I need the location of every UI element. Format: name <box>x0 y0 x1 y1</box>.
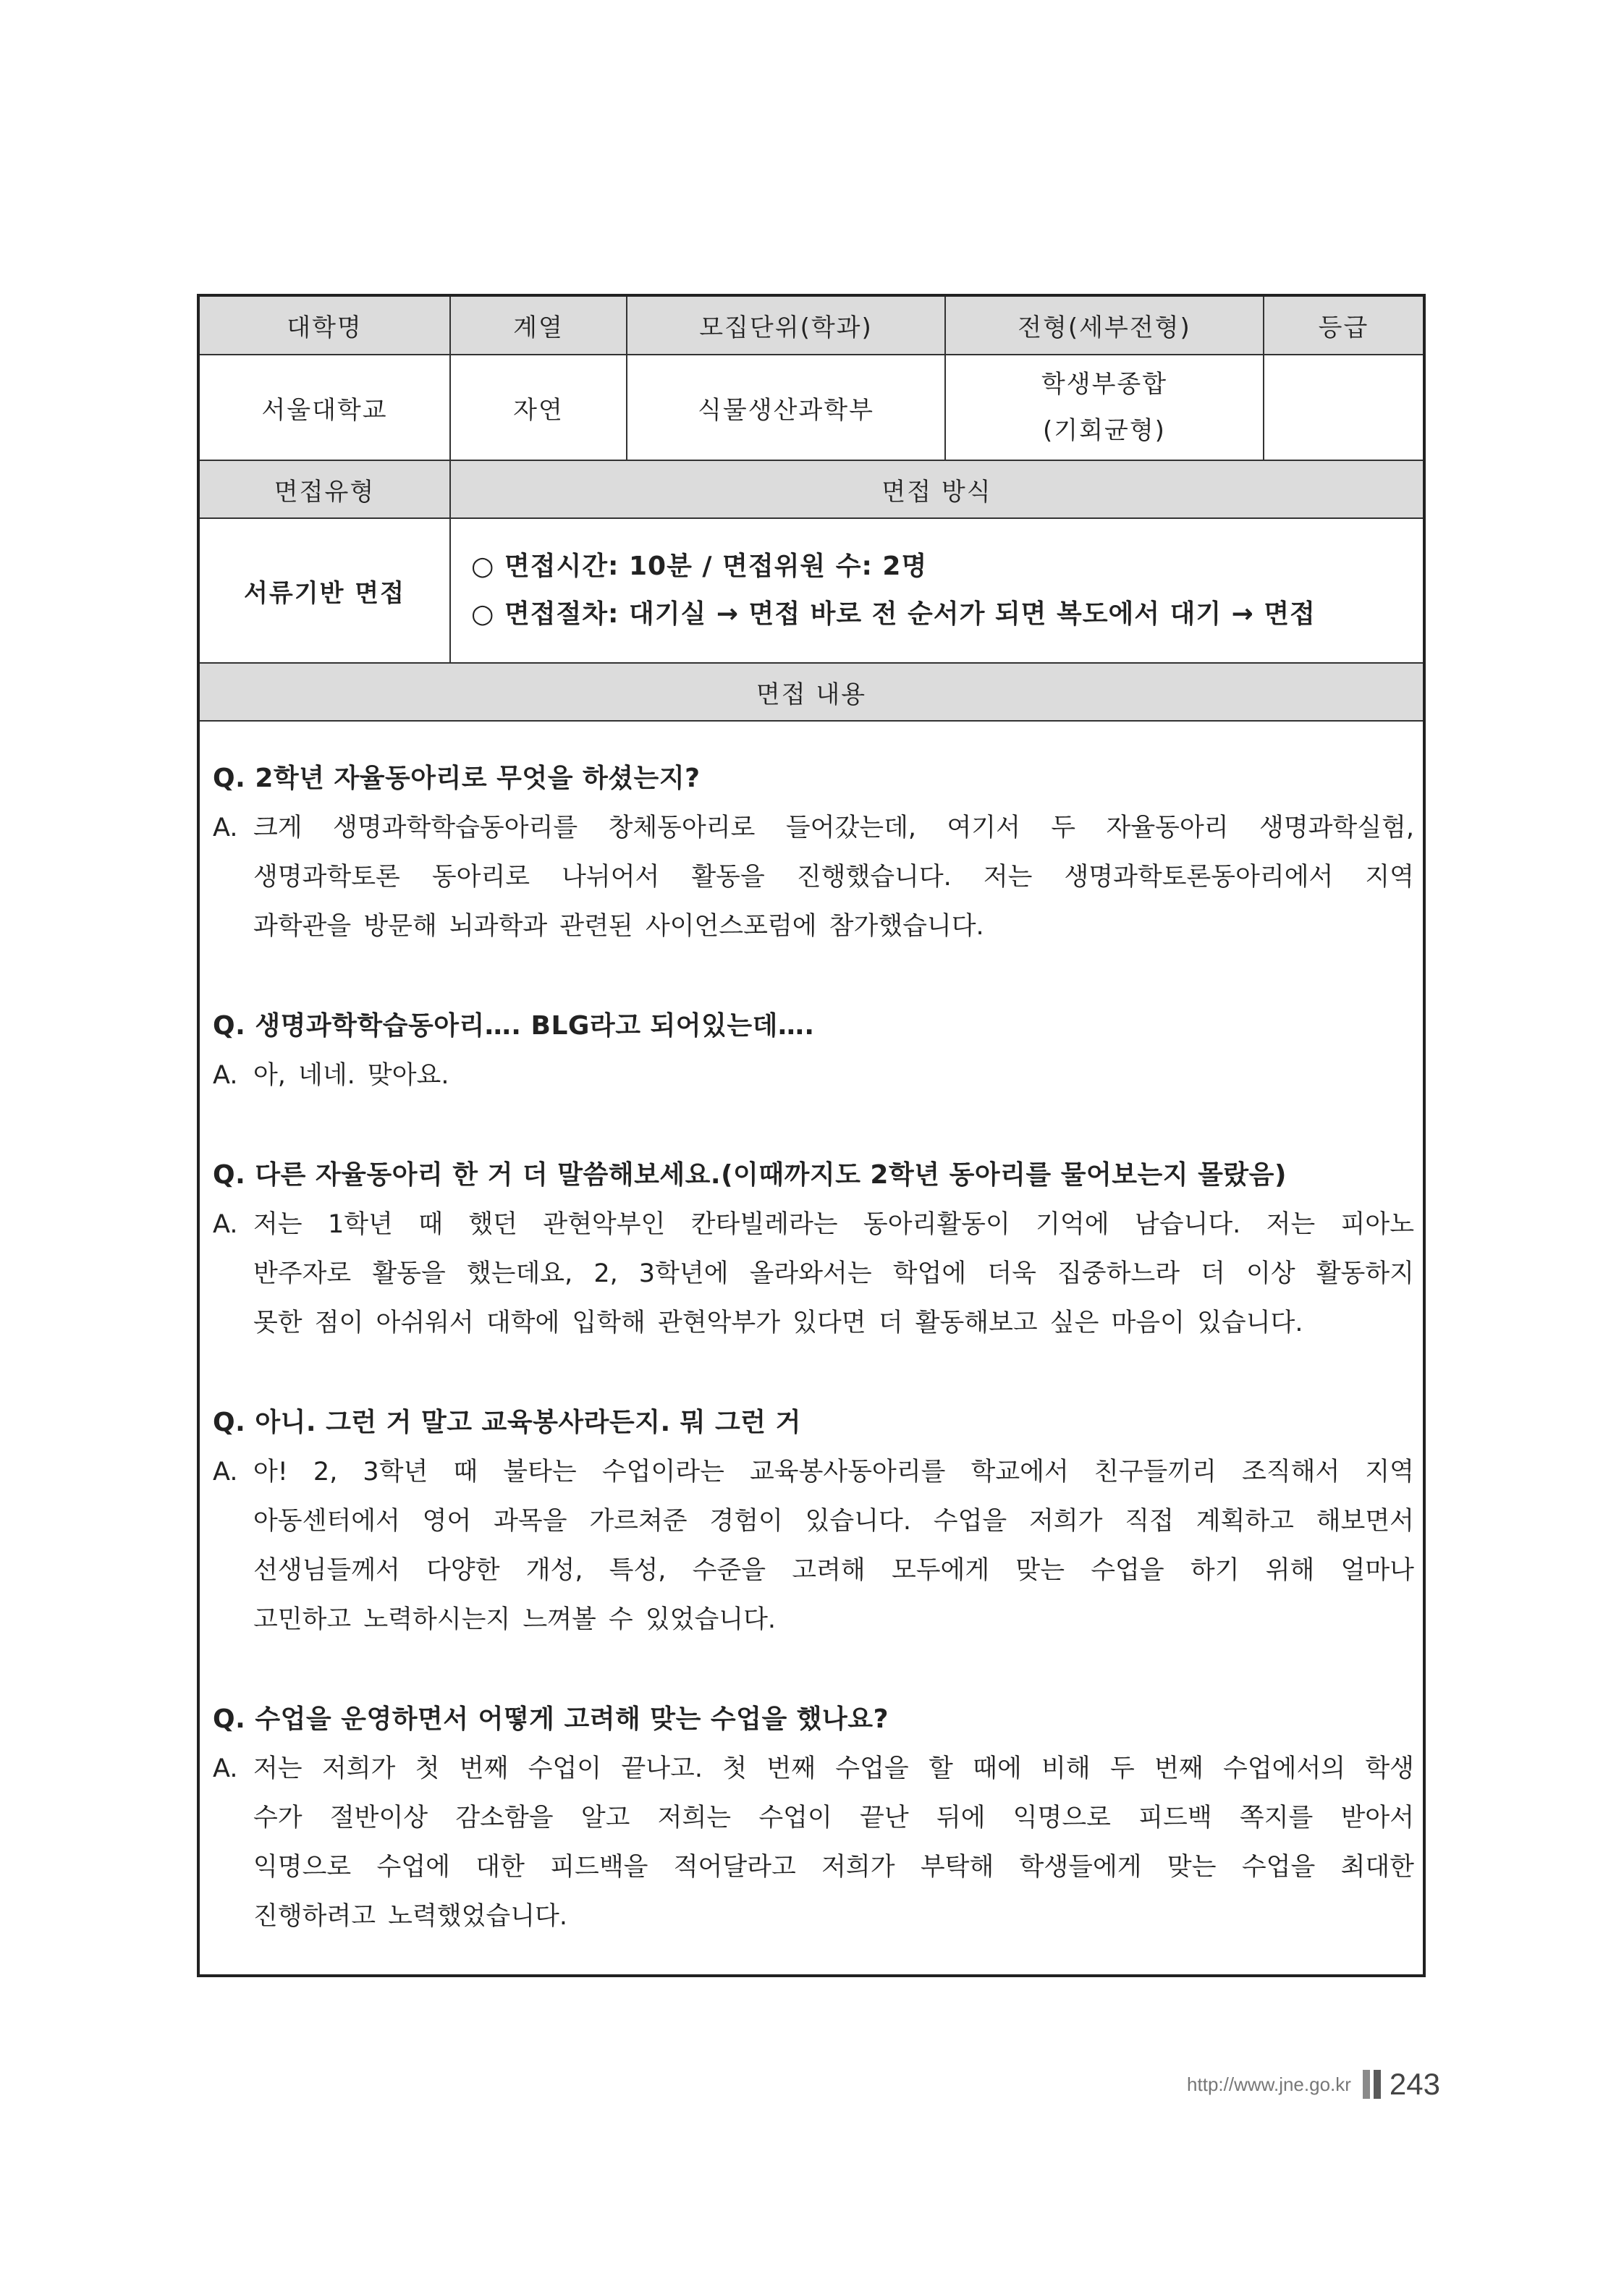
answer-line: 아, 네네. 맞아요. <box>253 1061 449 1090</box>
answer-label: A. <box>213 1210 238 1239</box>
answer-label: A. <box>213 1754 238 1783</box>
question: Q. 다른 자율동아리 한 거 더 말씀해보세요.(이때까지도 2학년 동아리를 물어보는지 몰랐음) <box>213 1160 1287 1190</box>
qa-item-4 <box>213 1398 1414 1644</box>
qa-item-3 <box>213 1151 1414 1348</box>
question: Q. 2학년 자율동아리로 무엇을 하셨는지? <box>213 764 701 793</box>
value-interview-method <box>450 518 1423 663</box>
header-interview-method: 면접 방식 <box>450 460 1423 518</box>
header-field: 계열 <box>450 297 627 355</box>
header-admission-type: 전형(세부전형) <box>945 297 1264 355</box>
value-field: 자연 <box>450 355 627 460</box>
header-interview-content: 면접 내용 <box>200 663 1423 721</box>
footer-url[interactable]: http://www.jne.go.kr <box>1187 2073 1351 2095</box>
answer-line: 생명과학토론 동아리로 나뉘어서 활동을 진행했습니다. 저는 생명과학토론동아리에서 지역 <box>253 863 1414 892</box>
page-footer <box>1129 2064 1440 2105</box>
admission-type-line2: (기회균형) <box>1043 416 1166 445</box>
question: Q. 수업을 운영하면서 어떻게 고려해 맞는 수업을 했나요? <box>213 1704 889 1734</box>
header-department: 모집단위(학과) <box>627 297 945 355</box>
value-admission-type <box>945 355 1264 460</box>
answer-label: A. <box>213 813 238 842</box>
answer <box>213 1744 1414 1941</box>
question: Q. 생명과학학습동아리…. BLG라고 되어있는데…. <box>213 1011 815 1041</box>
admission-type-line1: 학생부종합 <box>1041 370 1168 399</box>
answer <box>213 803 1414 951</box>
answer-line: 선생님들께서 다양한 개성, 특성, 수준을 고려해 모두에게 맞는 수업을 하기 위해 얼마나 <box>253 1556 1414 1585</box>
answer-line: 저는 1학년 때 했던 관현악부인 칸타빌레라는 동아리활동이 기억에 남습니다. 저는 피아노 <box>253 1210 1414 1239</box>
answer <box>213 1447 1414 1644</box>
value-grade <box>1264 355 1423 460</box>
answer <box>213 1051 1414 1100</box>
qa-item-5 <box>213 1695 1414 1941</box>
footer-bar <box>1363 2070 1370 2099</box>
answer-line: 반주자로 활동을 했는데요, 2, 3학년에 올라와서는 학업에 더욱 집중하느라 더 이상 활동하지 <box>253 1259 1414 1288</box>
footer-bar <box>1374 2070 1381 2099</box>
value-department: 식물생산과학부 <box>627 355 945 460</box>
answer-line: 익명으로 수업에 대한 피드백을 적어달라고 저희가 부탁해 학생들에게 맞는 수업을 최대한 <box>253 1853 1414 1882</box>
header-interview-type: 면접유형 <box>200 460 450 518</box>
answer-line: 수가 절반이상 감소함을 알고 저희는 수업이 끝난 뒤에 익명으로 피드백 쪽지를 받아서 <box>253 1804 1414 1832</box>
interview-time-line: ○ 면접시간: 10분 / 면접위원 수: 2명 <box>471 551 928 581</box>
answer-line: 고민하고 노력하시는지 느껴볼 수 있었습니다. <box>253 1605 777 1634</box>
footer-divider-bars <box>1363 2070 1381 2099</box>
value-interview-type: 서류기반 면접 <box>200 518 450 663</box>
interview-procedure-line: ○ 면접절차: 대기실 → 면접 바로 전 순서가 되면 복도에서 대기 → 면접 <box>471 599 1316 629</box>
question: Q. 아니. 그런 거 말고 교육봉사라든지. 뭐 그런 거 <box>213 1408 801 1437</box>
answer-line: 아! 2, 3학년 때 불타는 수업이라는 교육봉사동아리를 학교에서 친구들끼리 조직해서 지역 <box>253 1458 1414 1487</box>
header-university: 대학명 <box>200 297 450 355</box>
answer <box>213 1200 1414 1348</box>
answer-line: 과학관을 방문해 뇌과학과 관련된 사이언스포럼에 참가했습니다. <box>253 912 984 941</box>
answer-label: A. <box>213 1061 238 1090</box>
header-grade: 등급 <box>1264 297 1423 355</box>
interview-record-frame <box>197 294 1426 1977</box>
answer-label: A. <box>213 1458 238 1487</box>
answer-line: 진행하려고 노력했었습니다. <box>253 1902 567 1931</box>
interview-info-table <box>200 297 1423 722</box>
qa-item-2 <box>213 1002 1414 1100</box>
page-number: 243 <box>1389 2067 1440 2101</box>
qa-item-1 <box>213 754 1414 951</box>
answer-line: 저는 저희가 첫 번째 수업이 끝나고. 첫 번째 수업을 할 때에 비해 두 번째 수업에서의 학생 <box>253 1754 1414 1783</box>
answer-line: 크게 생명과학학습동아리를 창체동아리로 들어갔는데, 여기서 두 자율동아리 생명과학실험, <box>253 813 1414 842</box>
answer-line: 못한 점이 아쉬워서 대학에 입학해 관현악부가 있다면 더 활동해보고 싶은 마음이 있습니다. <box>253 1308 1303 1337</box>
value-university: 서울대학교 <box>200 355 450 460</box>
answer-line: 아동센터에서 영어 과목을 가르쳐준 경험이 있습니다. 수업을 저희가 직접 계획하고 해보면서 <box>253 1507 1414 1536</box>
